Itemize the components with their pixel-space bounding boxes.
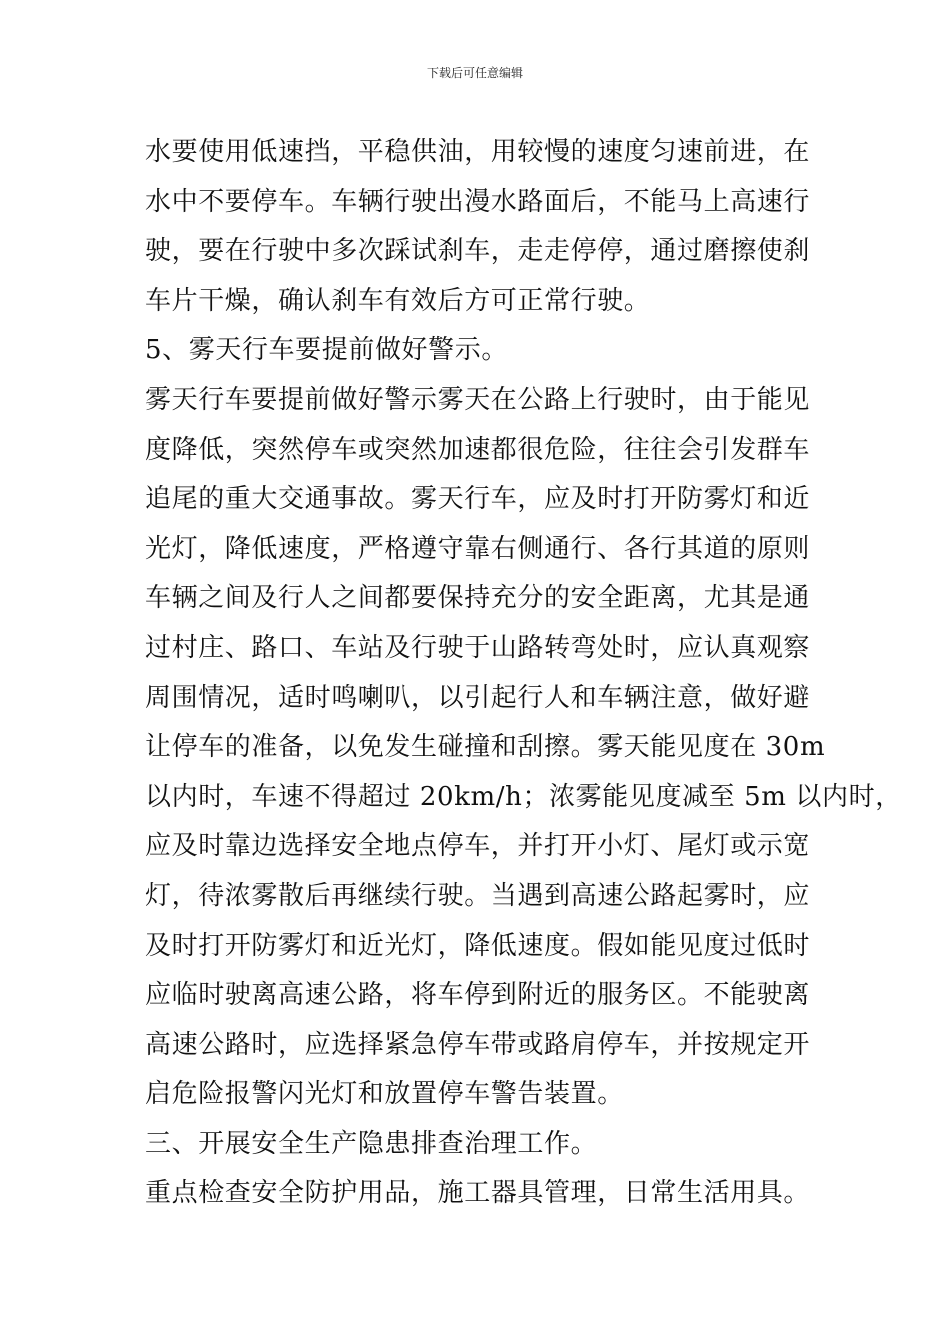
text-line: 应临时驶离高速公路，将车停到附近的服务区。不能驶离 xyxy=(145,980,811,1011)
text-line: 水中不要停车。车辆行驶出漫水路面后，不能马上高速行 xyxy=(145,186,811,217)
text-line: 高速公路时，应选择紧急停车带或路肩停车，并按规定开 xyxy=(145,1029,811,1060)
section-heading: 三、开展安全生产隐患排查治理工作。 xyxy=(145,1128,598,1159)
text-line: 追尾的重大交通事故。雾天行车，应及时打开防雾灯和近 xyxy=(145,484,811,515)
text-line: 灯，待浓雾散后再继续行驶。当遇到高速公路起雾时，应 xyxy=(145,880,811,911)
section-heading: 5、雾天行车要提前做好警示。 xyxy=(145,335,508,366)
text-line: 启危险报警闪光灯和放置停车警告装置。 xyxy=(145,1079,624,1110)
text-line: 驶，要在行驶中多次踩试刹车，走走停停，通过磨擦使刹 xyxy=(145,236,811,267)
text-line: 水要使用低速挡，平稳供油，用较慢的速度匀速前进，在 xyxy=(145,137,811,167)
text-line: 光灯，降低速度，严格遵守靠右侧通行、各行其道的原则 xyxy=(145,533,811,564)
text-line: 雾天行车要提前做好警示雾天在公路上行驶时，由于能见 xyxy=(145,384,811,415)
text-line: 周围情况，适时鸣喇叭，以引起行人和车辆注意，做好避 xyxy=(145,682,811,713)
document-body xyxy=(145,128,902,1219)
text-line: 车片干燥，确认刹车有效后方可正常行驶。 xyxy=(145,285,651,316)
text-line: 车辆之间及行人之间都要保持充分的安全距离，尤其是通 xyxy=(145,583,811,614)
text-line: 及时打开防雾灯和近光灯，降低速度。假如能见度过低时 xyxy=(145,930,811,961)
text-line: 应及时靠边选择安全地点停车，并打开小灯、尾灯或示宽 xyxy=(145,831,811,862)
text-line: 让停车的准备，以免发生碰撞和刮擦。雾天能见度在 30m xyxy=(145,732,826,763)
page-header: 下载后可任意编辑 xyxy=(426,66,523,80)
text-line: 过村庄、路口、车站及行驶于山路转弯处时，应认真观察 xyxy=(145,632,811,663)
text-line: 以内时，车速不得超过 20km/h；浓雾能见度减至 5m 以内时， xyxy=(145,781,902,812)
text-line: 度降低，突然停车或突然加速都很危险，往往会引发群车 xyxy=(145,434,811,465)
text-line: 重点检查安全防护用品，施工器具管理，日常生活用具。 xyxy=(145,1178,811,1209)
